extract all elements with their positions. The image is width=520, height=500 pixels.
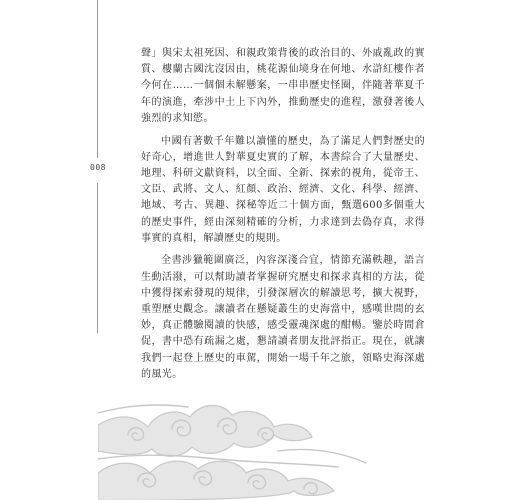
paragraph-2: 中國有著數千年難以讀懂的歷史，為了滿足人們對歷史的好奇心，增進世人對華夏史實的了解，本書綜合了大量歷史、地理、科研文獻資料，以全面、全新、探索的視角，從帝王、文臣、武將、文人、紅顏、政治、經濟、文化、科學、經濟、地域、考古、異趣、探秘等近二十個方面，甄選600多個重大的歷史事件，經由深刻精確的分析，力求達到去偽存真，求得事實的真相，解讀歷史的規則。 (141, 135, 425, 244)
cloud-band-2 (98, 461, 334, 500)
paragraph-1: 聲」與宋太祖死因、和親政策背後的政治目的、外戚亂政的實質、樓蘭古國沈沒因由，桃花源仙境身在何地、水滸紅樓作者今何在……一個個未解懸案，一串串歷史怪圈，伴隨著華夏千年的演進，牽涉中土上下內外，推動歷史的進程，激發著後人強烈的求知慾。 (141, 48, 425, 124)
cloud-pattern-group (98, 405, 366, 500)
paragraph-3: 全書涉獵範圍廣泛，內容深淺合宜，情節充滿軼趣，語言生動活潑，可以幫助讀者掌握研究歷史和探求真相的方法，從中獲得探索發現的規律，引發深層次的解讀思考，擴大視野，重塑歷史觀念。讓讀者在懸疑叢生的史海當中，感嘆世間的玄妙，真正體驗閱讀的快感，感受靈魂深處的酣暢。鑒於時間倉促，書中恐有疏漏之處，懇請讀者朋友批評指正。現在，就讓我們一起登上歷史的車駕，開始一場千年之旅，領略史海深處的風光。 (141, 255, 425, 380)
page-number: 008 (90, 163, 106, 172)
margin-rule-bottom (97, 183, 98, 333)
cloud-band-1 (98, 405, 312, 456)
margin-rule-top (97, 0, 98, 158)
body-text (141, 46, 425, 383)
cloud-trail-3 (278, 450, 366, 464)
cloud-pattern-illustration (98, 355, 378, 500)
